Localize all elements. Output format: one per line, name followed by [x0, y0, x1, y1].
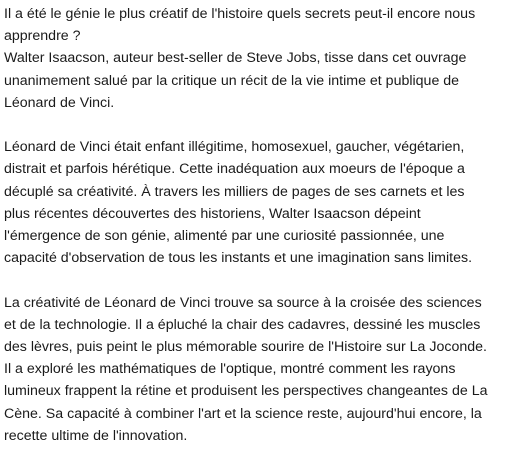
text-line: décuplé sa créativité. À travers les milliers de pages de ses carnets et les	[4, 183, 465, 200]
text-line: des lèvres, puis peint le plus mémorable sourire de l'Histoire sur La Joconde.	[4, 339, 487, 356]
text-line: distrait et parfois hérétique. Cette inadéquation aux moeurs de l'époque a	[4, 161, 465, 178]
text-line: Walter Isaacson, auteur best-seller de Steve Jobs, tisse dans cet ouvrage	[4, 50, 467, 67]
text-line: Il a exploré les mathématiques de l'optique, montré comment les rayons	[4, 361, 456, 378]
paragraph-intro	[4, 3, 518, 114]
text-line: Léonard de Vinci.	[4, 94, 115, 111]
text-line: unanimement salué par la critique un récit de la vie intime et publique de	[4, 72, 460, 89]
text-line: La créativité de Léonard de Vinci trouve sa source à la croisée des sciences	[4, 294, 482, 311]
paragraph-creativity	[4, 292, 518, 447]
text-line: recette ultime de l'innovation.	[4, 427, 188, 444]
text-line: Cène. Sa capacité à combiner l'art et la science reste, aujourd'hui encore, la	[4, 405, 482, 422]
text-line: lumineux frappent la rétine et produisent les perspectives changeantes de La	[4, 383, 488, 400]
text-line: Il a été le génie le plus créatif de l'histoire quels secrets peut-il encore nous	[4, 6, 476, 22]
paragraph-biography	[4, 136, 518, 269]
text-line: apprendre ?	[4, 28, 81, 45]
text-line: capacité d'observation de tous les instants et une imagination sans limites.	[4, 250, 473, 267]
text-line: l'émergence de son génie, alimenté par une curiosité passionnée, une	[4, 228, 445, 245]
text-line: et de la technologie. Il a épluché la chair des cadavres, dessiné les muscles	[4, 316, 481, 333]
description-text	[4, 3, 518, 447]
text-line: Léonard de Vinci était enfant illégitime, homosexuel, gaucher, végétarien,	[4, 139, 465, 156]
text-line: plus récentes découvertes des historiens, Walter Isaacson dépeint	[4, 205, 421, 222]
